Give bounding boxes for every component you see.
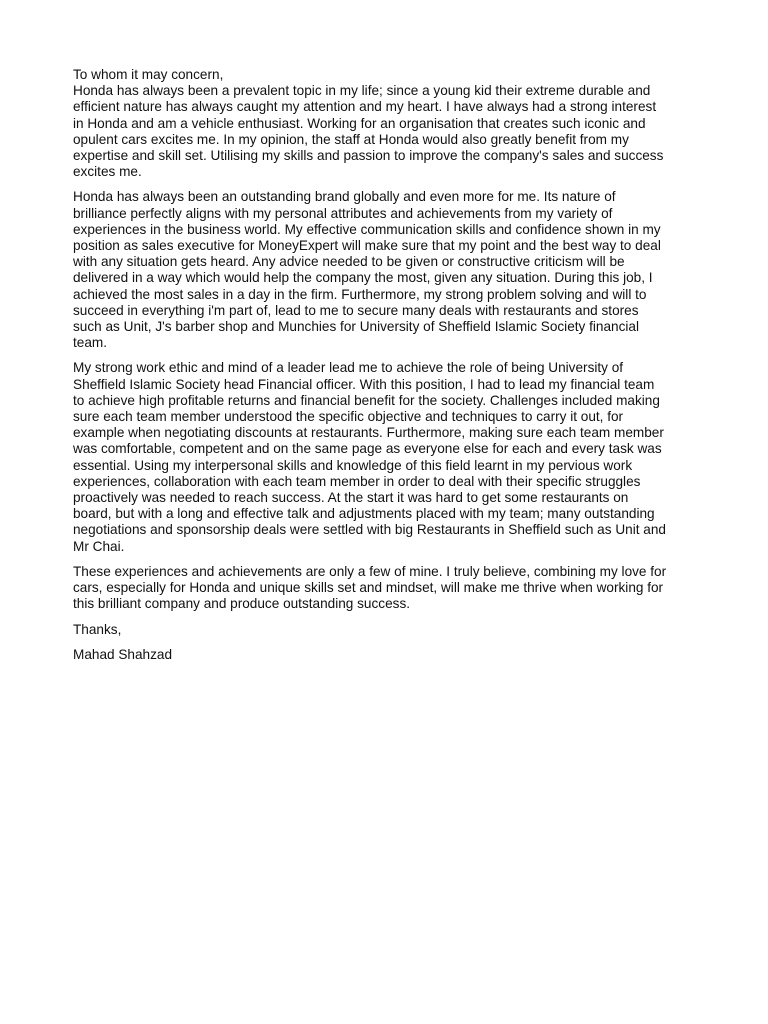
text-line: Honda has always been a prevalent topic in my life; since a young kid their extreme durable and: [73, 83, 651, 99]
text-line: brilliance perfectly aligns with my personal attributes and achievements from my variety of: [73, 205, 613, 221]
signature-name: Mahad Shahzad: [73, 646, 173, 662]
text-line: achieved the most sales in a day in the firm. Furthermore, my strong problem solving and will to: [73, 286, 647, 302]
text-line: position as sales executive for MoneyExpert will make sure that my point and the best way to deal: [73, 238, 661, 254]
text-line: with any situation gets heard. Any advice needed to be given or constructive criticism will be: [73, 254, 625, 270]
paragraph-4: [73, 564, 693, 613]
text-line: negotiations and sponsorship deals were settled with big Restaurants in Sheffield such as Unit and: [73, 522, 666, 538]
text-line: Mr Chai.: [73, 538, 125, 554]
text-line: sure each team member understood the specific objective and techniques to carry it out, for: [73, 409, 624, 425]
text-line: example when negotiating discounts at restaurants. Furthermore, making sure each team member: [73, 425, 664, 441]
text-line: was comfortable, competent and on the same page as everyone else for each and every task was: [73, 441, 662, 457]
paragraph-2: [73, 189, 693, 351]
text-line: efficient nature has always caught my attention and my heart. I have always had a strong interest: [73, 99, 657, 115]
closing: [73, 622, 693, 638]
cover-letter: [73, 67, 693, 672]
text-line: this brilliant company and produce outstanding success.: [73, 596, 411, 612]
text-line: proactively was needed to reach success. At the start it was hard to get some restaurants on: [73, 490, 629, 506]
paragraph-3: [73, 360, 693, 554]
text-line: opulent cars excites me. In my opinion, the staff at Honda would also greatly benefit from my: [73, 131, 629, 147]
closing-text: Thanks,: [73, 621, 122, 637]
text-line: My strong work ethic and mind of a leader lead me to achieve the role of being University of: [73, 360, 624, 376]
paragraph-1: [73, 83, 693, 180]
text-line: experiences, collaboration with each team member in order to deal with their specific struggles: [73, 473, 641, 489]
text-line: These experiences and achievements are only a few of mine. I truly believe, combining my love for: [73, 563, 667, 579]
text-line: succeed in everything i'm part of, lead to me to secure many deals with restaurants and stores: [73, 302, 639, 318]
text-line: board, but with a long and effective talk and adjustments placed with my team; many outstanding: [73, 506, 655, 522]
salutation: To whom it may concern,: [73, 67, 224, 82]
text-line: essential. Using my interpersonal skills and knowledge of this field learnt in my pervious work: [73, 457, 633, 473]
text-line: delivered in a way which would help the company the most, given any situation. During this job, I: [73, 270, 653, 286]
text-line: in Honda and am a vehicle enthusiast. Working for an organisation that creates such iconic and: [73, 115, 646, 131]
text-line: such as Unit, J's barber shop and Munchies for University of Sheffield Islamic Society financial: [73, 319, 639, 335]
text-line: cars, especially for Honda and unique skills set and mindset, will make me thrive when working for: [73, 580, 664, 596]
text-line: expertise and skill set. Utilising my skills and passion to improve the company's sales and success: [73, 148, 664, 164]
signature: [73, 647, 693, 663]
text-line: Honda has always been an outstanding brand globally and even more for me. Its nature of: [73, 189, 616, 205]
text-line: experiences in the business world. My effective communication skills and confidence shown in my: [73, 221, 661, 237]
text-line: team.: [73, 335, 107, 351]
text-line: Sheffield Islamic Society head Financial officer. With this position, I had to lead my financial team: [73, 376, 655, 392]
text-line: excites me.: [73, 164, 142, 180]
text-line: to achieve high profitable returns and financial benefit for the society. Challenges included making: [73, 392, 660, 408]
